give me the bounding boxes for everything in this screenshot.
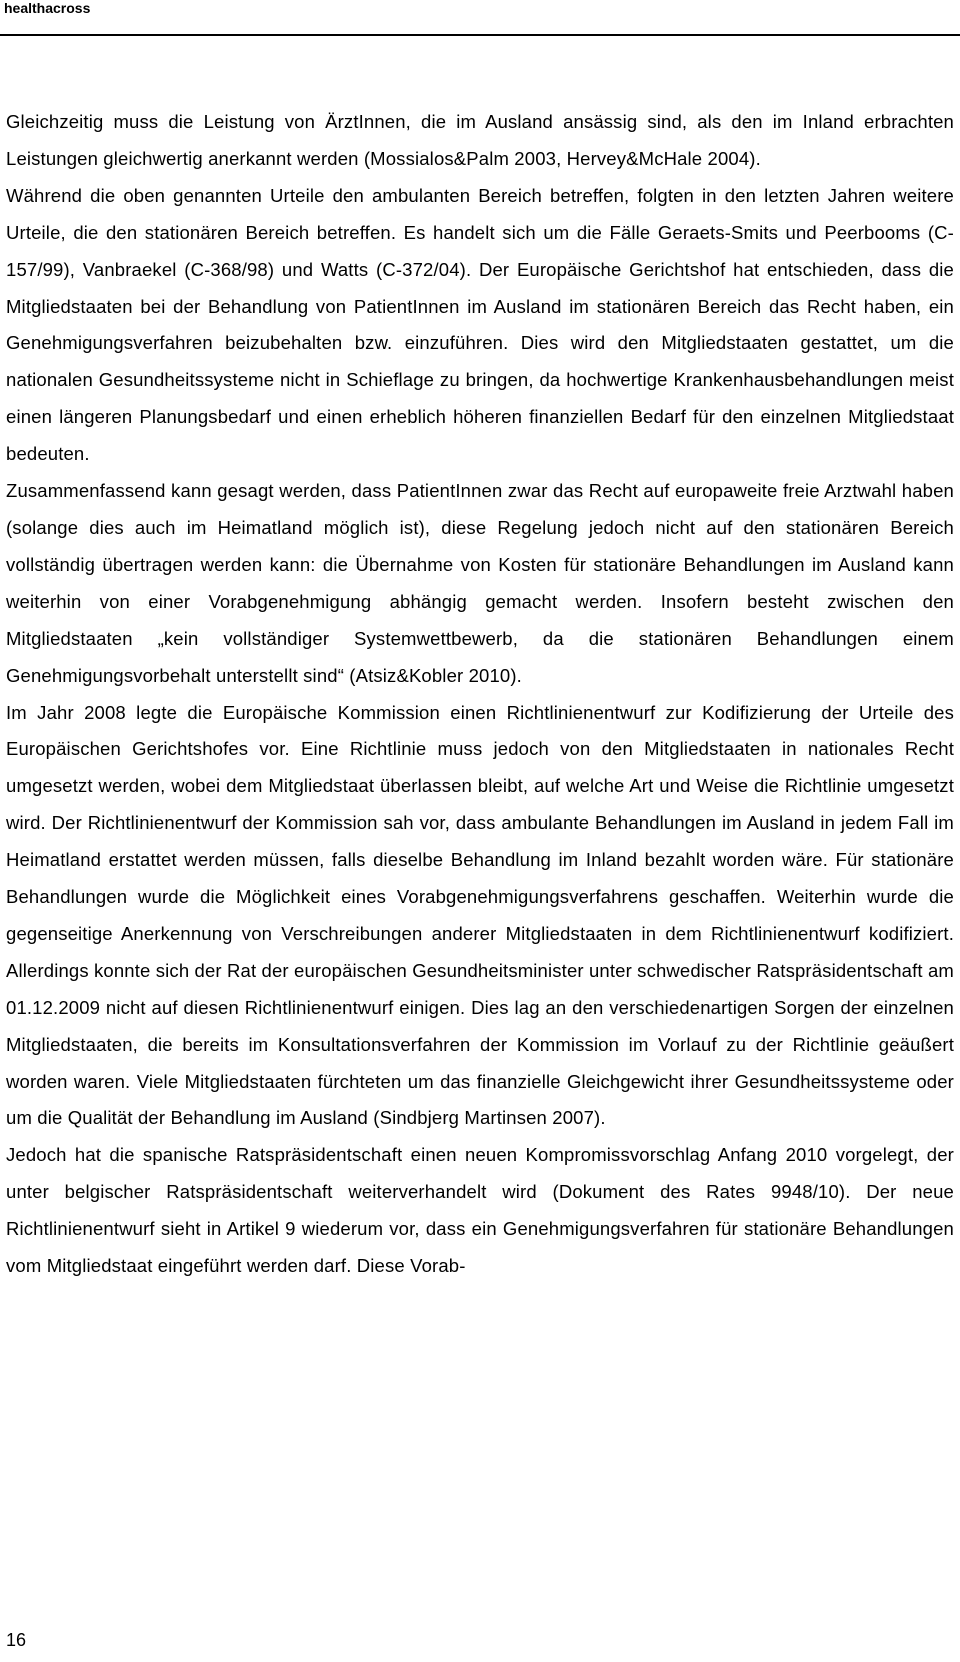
- header-title: healthacross: [4, 0, 91, 16]
- paragraph: Jedoch hat die spanische Ratspräsidentschaft einen neuen Kompromissvorschlag Anfang 2010 vorgelegt, der unter belgischer Ratspräsidentschaft weiterverhandelt wird (Dokument des Rates 9948/10). Der neue Richtlinienentwurf sieht in Artikel 9 wiederum vor, dass ein Genehmigungsverfahren für stationäre Behandlungen vom Mitgliedstaat eingeführt werden darf. Diese Vorab-: [6, 1144, 954, 1277]
- paragraph: Im Jahr 2008 legte die Europäische Kommission einen Richtlinienentwurf zur Kodifizierung der Urteile des Europäischen Gerichtshofes vor. Eine Richtlinie muss jedoch von den Mitgliedstaaten in nationales Recht umgesetzt werden, wobei dem Mitgliedstaat überlassen bleibt, auf welche Art und Weise die Richtlinie umgesetzt wird. Der Richtlinienentwurf der Kommission sah vor, dass ambulante Behandlungen im Ausland in jedem Fall im Heimatland erstattet werden müssen, falls dieselbe Behandlung im Inland bezahlt worden wäre. Für stationäre Behandlungen wurde die Möglichkeit eines Vorabgenehmigungsverfahrens geschaffen. Weiterhin wurde die gegenseitige Anerkennung von Verschreibungen anderer Mitgliedstaaten in dem Richtlinienentwurf kodifiziert. Allerdings konnte sich der Rat der europäischen Gesundheitsminister unter schwedischer Ratspräsidentschaft am 01.12.2009 nicht auf diesen Richtlinienentwurf einigen. Dies lag an den verschiedenartigen Sorgen der einzelnen Mitgliedstaaten, die bereits im Konsultationsverfahren der Kommission im Vorlauf zu der Richtlinie geäußert worden waren. Viele Mitgliedstaaten fürchteten um das finanzielle Gleichgewicht ihrer Gesundheitssysteme oder um die Qualität der Behandlung im Ausland (Sindbjerg Martinsen 2007).: [6, 701, 954, 1129]
- document-body: [6, 104, 954, 1285]
- paragraph: Während die oben genannten Urteile den ambulanten Bereich betreffen, folgten in den letzten Jahren weitere Urteile, die den stationären Bereich betreffen. Es handelt sich um die Fälle Geraets-Smits und Peerbooms (C-157/99), Vanbraekel (C-368/98) und Watts (C-372/04). Der Europäische Gerichtshof hat entschieden, dass die Mitgliedstaaten bei der Behandlung von PatientInnen im Ausland im stationären Bereich das Recht haben, ein Genehmigungsverfahren beizubehalten bzw. einzuführen. Dies wird den Mitgliedstaaten gestattet, um die nationalen Gesundheitssysteme nicht in Schieflage zu bringen, da hochwertige Krankenhausbehandlungen meist einen längeren Planungsbedarf und einen erheblich höheren finanziellen Bedarf für den einzelnen Mitgliedstaat bedeuten.: [6, 184, 954, 465]
- paragraph: Zusammenfassend kann gesagt werden, dass PatientInnen zwar das Recht auf europaweite freie Arztwahl haben (solange dies auch im Heimatland möglich ist), diese Regelung jedoch nicht auf den stationären Bereich vollständig übertragen werden kann: die Übernahme von Kosten für stationäre Behandlungen im Ausland kann weiterhin von einer Vorabgenehmigung abhängig gemacht werden. Insofern besteht zwischen den Mitgliedstaaten „kein vollständiger Systemwettbewerb, da die stationären Behandlungen einem Genehmigungsvorbehalt unterstellt sind“ (Atsiz&Kobler 2010).: [6, 480, 954, 686]
- paragraph: Gleichzeitig muss die Leistung von ÄrztInnen, die im Ausland ansässig sind, als den im Inland erbrachten Leistungen gleichwertig anerkannt werden (Mossialos&Palm 2003, Hervey&McHale 2004).: [6, 111, 954, 169]
- page-header: [0, 0, 960, 36]
- page-number: 16: [6, 1630, 27, 1650]
